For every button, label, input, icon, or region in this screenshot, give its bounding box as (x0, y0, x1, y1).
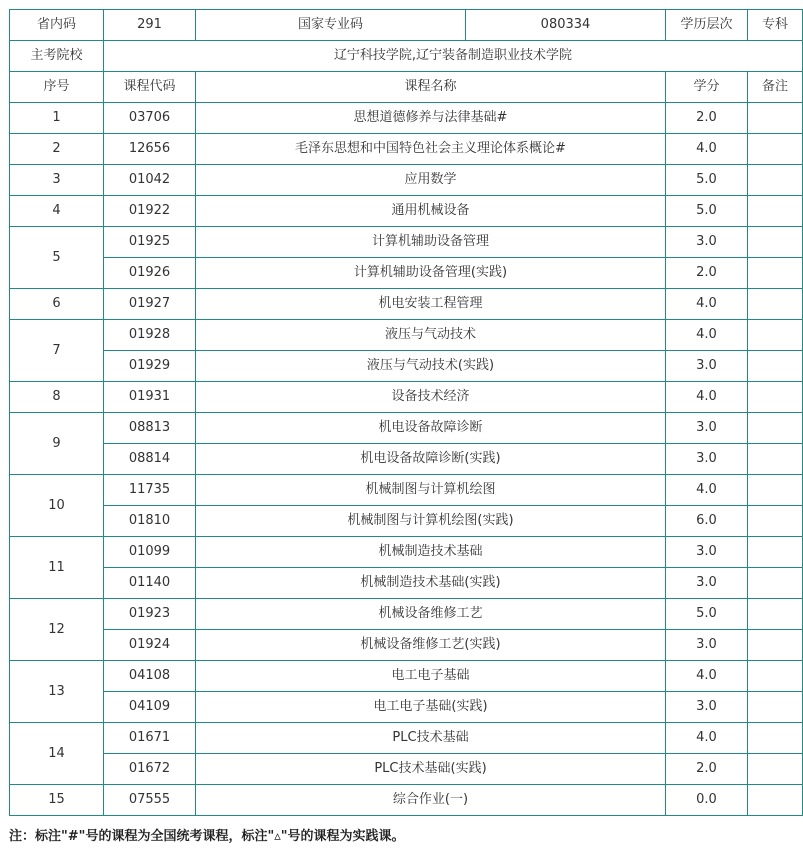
row-course-code: 11735 (104, 475, 196, 506)
row-remark (748, 165, 803, 196)
col-header-seq: 序号 (10, 72, 104, 103)
table-row (10, 537, 803, 568)
row-seq: 6 (10, 289, 104, 320)
table-row (10, 196, 803, 227)
row-course-code: 01140 (104, 568, 196, 599)
row-credit: 2.0 (666, 258, 748, 289)
row-course-code: 01042 (104, 165, 196, 196)
province-code-value: 291 (104, 10, 196, 41)
header-row-school (10, 41, 803, 72)
row-seq: 7 (10, 320, 104, 382)
row-credit: 4.0 (666, 382, 748, 413)
row-seq: 15 (10, 785, 104, 816)
table-row (10, 444, 803, 475)
row-course-name: 电工电子基础 (196, 661, 666, 692)
table-row (10, 351, 803, 382)
row-course-name: 通用机械设备 (196, 196, 666, 227)
row-course-code: 01926 (104, 258, 196, 289)
table-row (10, 475, 803, 506)
row-credit: 5.0 (666, 165, 748, 196)
row-course-name: 毛泽东思想和中国特色社会主义理论体系概论# (196, 134, 666, 165)
row-remark (748, 413, 803, 444)
row-course-code: 01925 (104, 227, 196, 258)
school-value: 辽宁科技学院,辽宁装备制造职业技术学院 (104, 41, 803, 72)
row-course-name: PLC技术基础(实践) (196, 754, 666, 785)
table-row (10, 630, 803, 661)
row-course-name: 液压与气动技术 (196, 320, 666, 351)
row-seq: 10 (10, 475, 104, 537)
row-course-code: 01923 (104, 599, 196, 630)
national-code-label: 国家专业码 (196, 10, 466, 41)
row-remark (748, 692, 803, 723)
row-seq: 9 (10, 413, 104, 475)
row-seq: 12 (10, 599, 104, 661)
row-credit: 3.0 (666, 692, 748, 723)
row-credit: 3.0 (666, 537, 748, 568)
row-credit: 4.0 (666, 134, 748, 165)
level-value: 专科 (748, 10, 803, 41)
row-remark (748, 723, 803, 754)
table-row (10, 599, 803, 630)
row-credit: 4.0 (666, 475, 748, 506)
row-remark (748, 630, 803, 661)
row-credit: 4.0 (666, 289, 748, 320)
row-course-name: PLC技术基础 (196, 723, 666, 754)
row-course-name: 综合作业(一) (196, 785, 666, 816)
row-credit: 5.0 (666, 196, 748, 227)
row-remark (748, 785, 803, 816)
row-credit: 3.0 (666, 227, 748, 258)
header-row-codes (10, 10, 803, 41)
row-course-code: 01924 (104, 630, 196, 661)
row-course-name: 应用数学 (196, 165, 666, 196)
national-code-value: 080334 (466, 10, 666, 41)
table-row (10, 165, 803, 196)
row-remark (748, 351, 803, 382)
row-course-name: 机械设备维修工艺 (196, 599, 666, 630)
row-course-name: 设备技术经济 (196, 382, 666, 413)
table-row (10, 258, 803, 289)
row-credit: 3.0 (666, 568, 748, 599)
row-remark (748, 568, 803, 599)
row-remark (748, 537, 803, 568)
row-remark (748, 382, 803, 413)
table-row (10, 289, 803, 320)
row-course-name: 机械制图与计算机绘图(实践) (196, 506, 666, 537)
footnote: 注：标注"#"号的课程为全国统考课程，标注"▵"号的课程为实践课。 (9, 829, 405, 844)
row-credit: 4.0 (666, 723, 748, 754)
row-seq: 11 (10, 537, 104, 599)
row-remark (748, 227, 803, 258)
row-remark (748, 103, 803, 134)
row-course-code: 03706 (104, 103, 196, 134)
row-remark (748, 258, 803, 289)
table-row (10, 506, 803, 537)
row-credit: 3.0 (666, 413, 748, 444)
school-label: 主考院校 (10, 41, 104, 72)
row-credit: 0.0 (666, 785, 748, 816)
row-remark (748, 289, 803, 320)
row-remark (748, 134, 803, 165)
row-course-name: 机械制造技术基础 (196, 537, 666, 568)
row-course-code: 12656 (104, 134, 196, 165)
row-course-name: 机械制图与计算机绘图 (196, 475, 666, 506)
row-course-code: 01671 (104, 723, 196, 754)
row-seq: 1 (10, 103, 104, 134)
row-credit: 6.0 (666, 506, 748, 537)
col-header-credit: 学分 (666, 72, 748, 103)
table-row (10, 692, 803, 723)
row-remark (748, 599, 803, 630)
row-course-name: 机电设备故障诊断(实践) (196, 444, 666, 475)
curriculum-table (9, 9, 803, 816)
row-course-code: 01927 (104, 289, 196, 320)
row-credit: 3.0 (666, 351, 748, 382)
row-course-code: 08814 (104, 444, 196, 475)
col-header-code: 课程代码 (104, 72, 196, 103)
row-seq: 3 (10, 165, 104, 196)
table-row (10, 227, 803, 258)
table-row (10, 413, 803, 444)
row-course-code: 01928 (104, 320, 196, 351)
row-course-code: 08813 (104, 413, 196, 444)
province-code-label: 省内码 (10, 10, 104, 41)
table-row (10, 382, 803, 413)
row-course-code: 01922 (104, 196, 196, 227)
row-credit: 2.0 (666, 754, 748, 785)
row-remark (748, 444, 803, 475)
row-course-code: 01672 (104, 754, 196, 785)
row-course-name: 机械设备维修工艺(实践) (196, 630, 666, 661)
column-header-row (10, 72, 803, 103)
row-course-name: 计算机辅助设备管理 (196, 227, 666, 258)
row-course-name: 思想道德修养与法律基础# (196, 103, 666, 134)
level-label: 学历层次 (666, 10, 748, 41)
row-course-code: 04109 (104, 692, 196, 723)
row-remark (748, 754, 803, 785)
row-course-name: 机械制造技术基础(实践) (196, 568, 666, 599)
row-course-code: 01931 (104, 382, 196, 413)
row-remark (748, 196, 803, 227)
table-row (10, 134, 803, 165)
row-seq: 5 (10, 227, 104, 289)
col-header-name: 课程名称 (196, 72, 666, 103)
row-course-name: 电工电子基础(实践) (196, 692, 666, 723)
row-course-name: 液压与气动技术(实践) (196, 351, 666, 382)
row-course-code: 07555 (104, 785, 196, 816)
row-credit: 2.0 (666, 103, 748, 134)
row-seq: 8 (10, 382, 104, 413)
row-remark (748, 661, 803, 692)
row-seq: 4 (10, 196, 104, 227)
row-remark (748, 475, 803, 506)
table-row (10, 723, 803, 754)
table-row (10, 568, 803, 599)
row-remark (748, 320, 803, 351)
row-course-code: 01929 (104, 351, 196, 382)
row-credit: 4.0 (666, 661, 748, 692)
row-credit: 4.0 (666, 320, 748, 351)
table-row (10, 103, 803, 134)
row-course-name: 机电安装工程管理 (196, 289, 666, 320)
row-credit: 5.0 (666, 599, 748, 630)
row-course-name: 计算机辅助设备管理(实践) (196, 258, 666, 289)
table-row (10, 754, 803, 785)
col-header-remark: 备注 (748, 72, 803, 103)
table-row (10, 661, 803, 692)
row-course-code: 01810 (104, 506, 196, 537)
table-row (10, 785, 803, 816)
row-credit: 3.0 (666, 630, 748, 661)
row-course-code: 04108 (104, 661, 196, 692)
row-course-name: 机电设备故障诊断 (196, 413, 666, 444)
row-seq: 14 (10, 723, 104, 785)
table-row (10, 320, 803, 351)
row-remark (748, 506, 803, 537)
row-course-code: 01099 (104, 537, 196, 568)
row-credit: 3.0 (666, 444, 748, 475)
row-seq: 2 (10, 134, 104, 165)
row-seq: 13 (10, 661, 104, 723)
